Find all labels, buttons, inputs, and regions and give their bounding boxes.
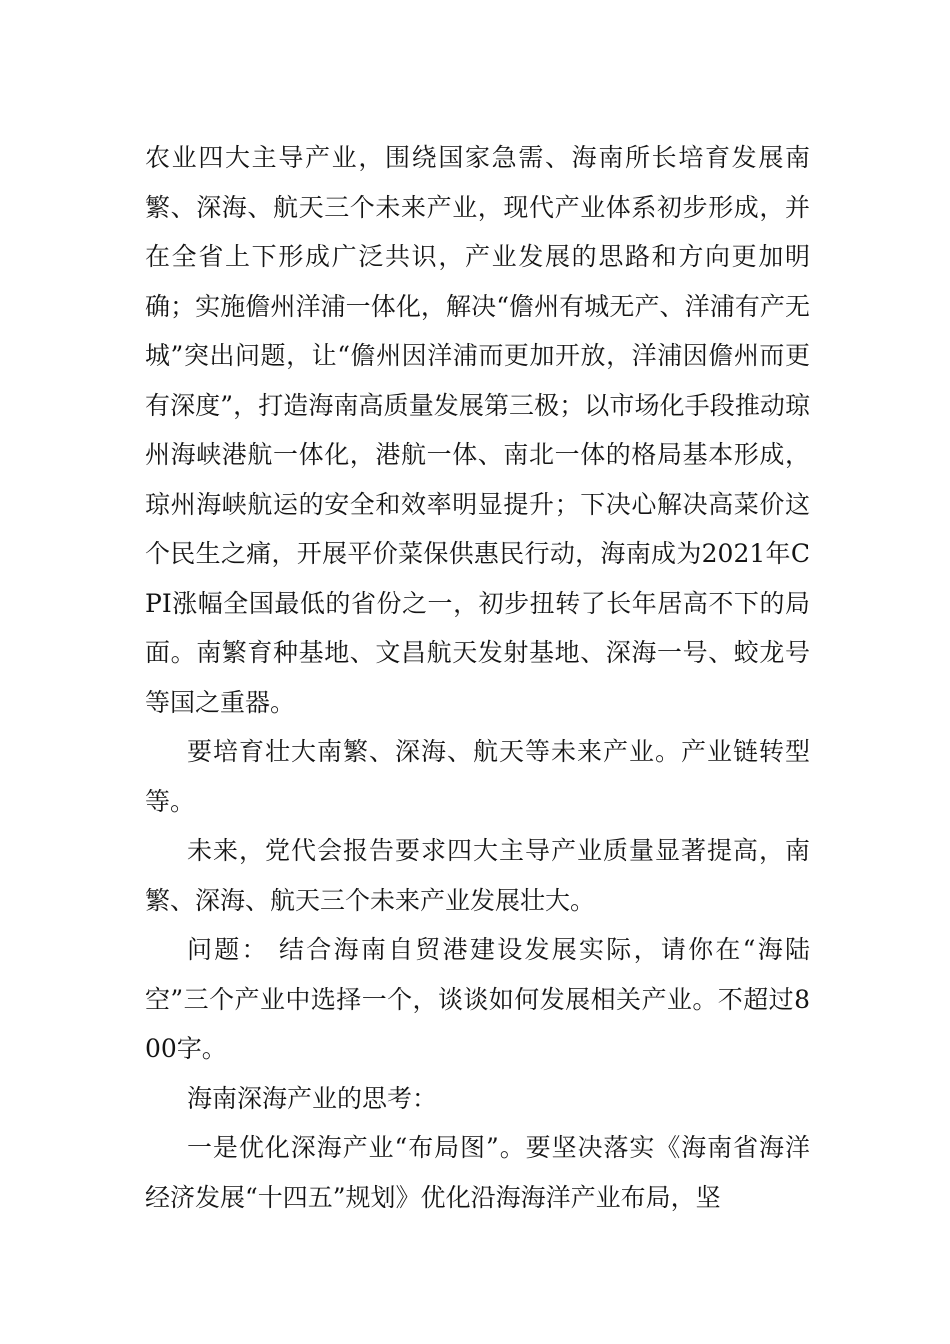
paragraph-deep-sea-heading: 海南深海产业的思考： <box>187 1083 438 1113</box>
paragraph-point-one: 一是优化深海产业“布局图”。要坚决落实《海南省海洋经济发展“十四五”规划》优化沿海海洋产业布局，坚 <box>145 1133 810 1212</box>
document-body <box>145 133 810 1222</box>
paragraph-party-congress-report: 未来，党代会报告要求四大主导产业质量显著提高，南繁、深海、航天三个未来产业发展壮大。 <box>145 836 810 915</box>
paragraph-future-industries: 要培育壮大南繁、深海、航天等未来产业。产业链转型等。 <box>145 737 810 816</box>
paragraph-achievements: 农业四大主导产业，围绕国家急需、海南所长培育发展南繁、深海、航天三个未来产业，现代产业体系初步形成，并在全省上下形成广泛共识，产业发展的思路和方向更加明确；实施儋州洋浦一体化，解决“儋州有城无产、洋浦有产无城”突出问题，让“儋州因洋浦而更加开放，洋浦因儋州而更有深度”，打造海南高质量发展第三极；以市场化手段推动琼州海峡港航一体化，港航一体、南北一体的格局基本形成，琼州海峡航运的安全和效率明显提升；下决心解决高菜价这个民生之痛，开展平价菜保供惠民行动，海南成为2021年CPI涨幅全国最低的省份之一，初步扭转了长年居高不下的局面。南繁育种基地、文昌航天发射基地、深海一号、蛟龙号等国之重器。 <box>145 143 810 717</box>
paragraph-question: 问题： 结合海南自贸港建设发展实际，请你在“海陆空”三个产业中选择一个，谈谈如何发展相关产业。不超过800字。 <box>145 935 810 1063</box>
